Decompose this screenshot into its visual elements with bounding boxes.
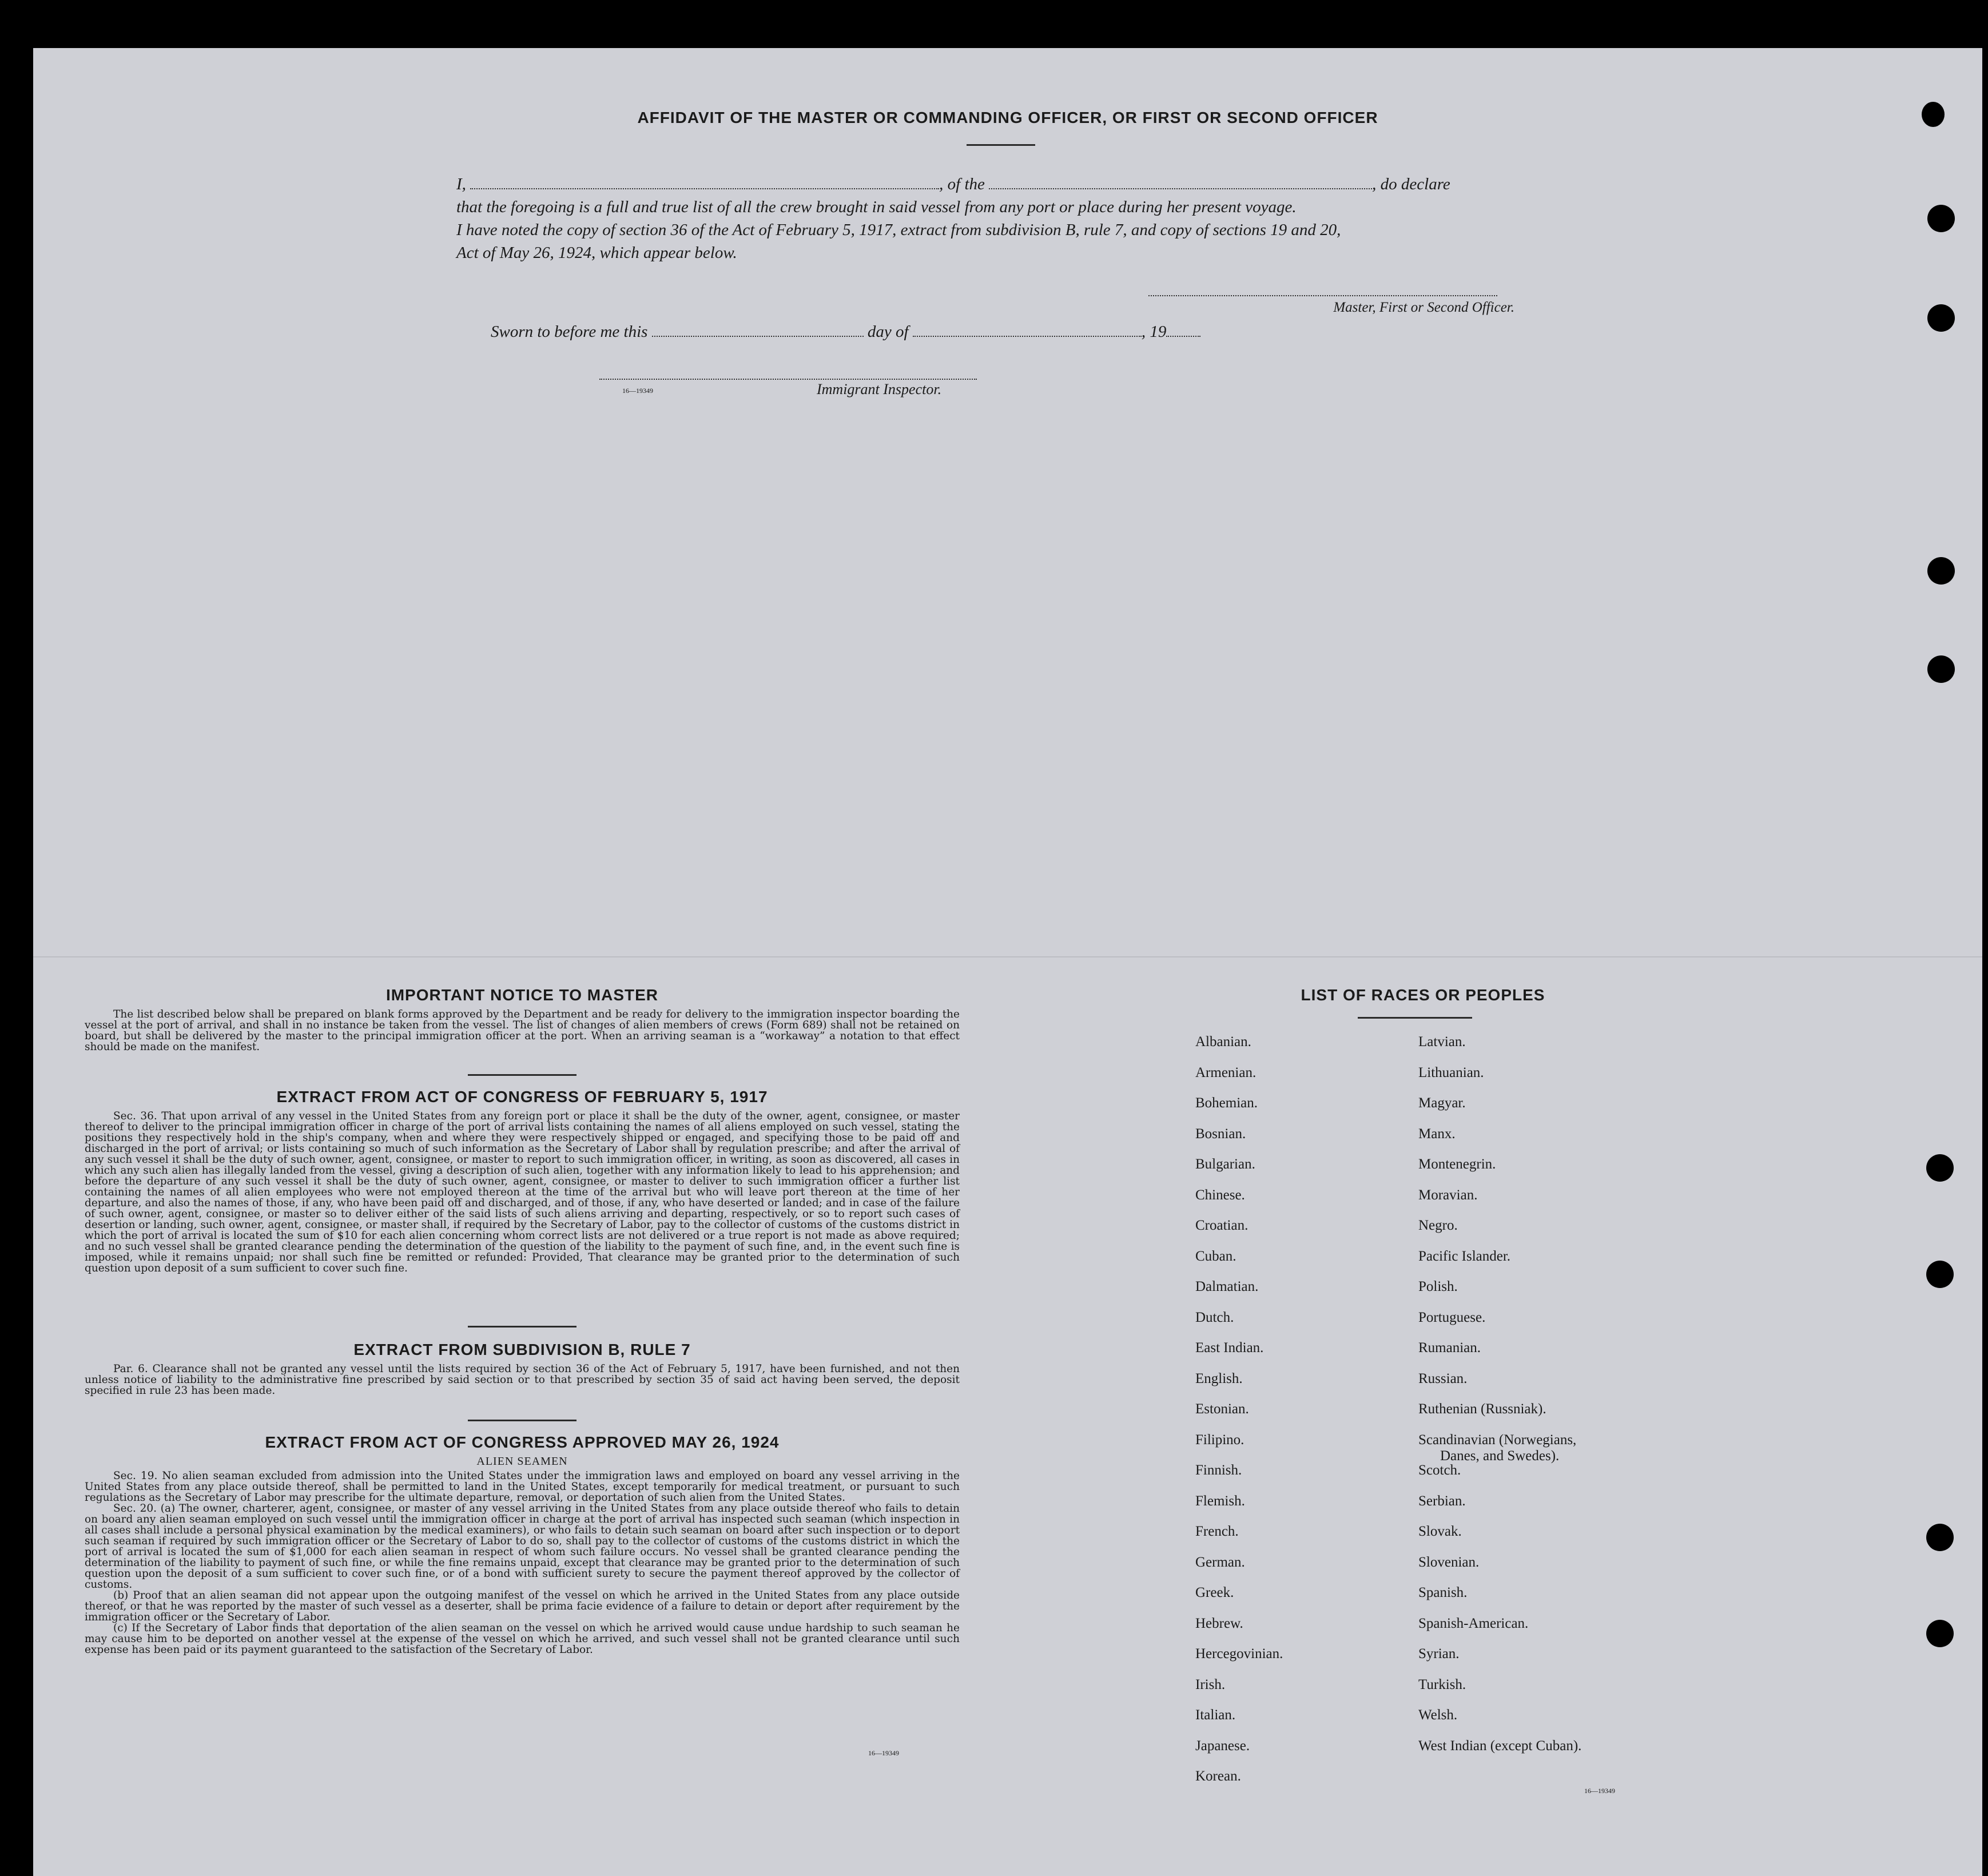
race-item: Serbian. — [1418, 1493, 1466, 1509]
day-blank — [652, 330, 864, 337]
sworn-year: , 19 — [1141, 323, 1167, 341]
form-number: 16—19349 — [1584, 1787, 1615, 1795]
race-item: Latvian. — [1418, 1034, 1466, 1050]
race-item: Danes, and Swedes). — [1440, 1448, 1560, 1464]
extract-rule7-title: EXTRACT FROM SUBDIVISION B, RULE 7 — [353, 1341, 691, 1358]
section-divider — [468, 1074, 576, 1076]
name-blank — [470, 182, 939, 189]
punch-hole — [1926, 1261, 1954, 1288]
punch-hole — [1926, 1154, 1954, 1182]
race-item: Irish. — [1195, 1676, 1226, 1692]
affidavit-line-3: I have noted the copy of section 36 of the Act of February 5, 1917, extract from subdivision B, rule 7, and copy of sections 19 and 20, — [456, 221, 1341, 239]
race-item: Albanian. — [1195, 1034, 1251, 1050]
affidavit-of-the: , of the — [939, 175, 985, 193]
punch-hole — [1927, 655, 1955, 683]
punch-hole — [1927, 304, 1955, 332]
race-item: Cuban. — [1195, 1248, 1236, 1264]
race-item: East Indian. — [1195, 1340, 1264, 1356]
section-divider — [468, 1420, 576, 1421]
document-sheet — [33, 48, 1982, 1876]
race-item: Italian. — [1195, 1707, 1236, 1723]
race-item: Manx. — [1418, 1126, 1456, 1142]
notice-section — [85, 986, 960, 1052]
form-number: 16—19349 — [868, 1749, 899, 1757]
affidavit-do-declare: , do declare — [1372, 175, 1450, 193]
affidavit-line-1 — [456, 173, 1554, 196]
affidavit-i: I, — [456, 175, 466, 193]
race-item: Polish. — [1418, 1279, 1458, 1294]
race-item: Dutch. — [1195, 1309, 1234, 1325]
race-item: Lithuanian. — [1418, 1064, 1484, 1080]
race-item: Magyar. — [1418, 1095, 1466, 1111]
race-item: Japanese. — [1195, 1738, 1250, 1754]
race-item: Bohemian. — [1195, 1095, 1258, 1111]
inspector-signature-line — [599, 379, 977, 380]
race-item: Scotch. — [1418, 1462, 1461, 1478]
race-item: Bulgarian. — [1195, 1156, 1255, 1172]
sworn-prefix: Sworn to before me this — [491, 323, 648, 341]
race-item: Russian. — [1418, 1370, 1468, 1386]
race-item: Greek. — [1195, 1585, 1234, 1600]
race-item: French. — [1195, 1524, 1239, 1539]
affidavit-rule — [967, 144, 1035, 146]
sworn-line — [491, 323, 1200, 341]
sworn-day-of: day of — [867, 323, 909, 341]
race-item: Korean. — [1195, 1768, 1241, 1784]
extract-1924-section — [85, 1433, 960, 1655]
race-item: Pacific Islander. — [1418, 1248, 1511, 1264]
race-item: Bosnian. — [1195, 1126, 1246, 1142]
race-item: Scandinavian (Norwegians, — [1418, 1432, 1577, 1448]
sec-20b-text: (b) Proof that an alien seaman did not appear upon the outgoing manifest of the vessel on which he arrived in the United States from any place outside thereof, or that he was reported by the master of such vessel as a deserter, shall be prima facie evidence of a failure to detain or deport after requirement by the immigration officer or the Secretary of Labor. — [85, 1589, 960, 1623]
race-item: Moravian. — [1418, 1187, 1478, 1203]
race-item: Croatian. — [1195, 1218, 1249, 1233]
race-item: Welsh. — [1418, 1707, 1458, 1723]
race-item: Spanish-American. — [1418, 1615, 1529, 1631]
races-rule — [1358, 1017, 1472, 1019]
section-divider — [468, 1326, 576, 1327]
races-title: LIST OF RACES OR PEOPLES — [1301, 986, 1545, 1004]
race-item: Turkish. — [1418, 1676, 1466, 1692]
race-item: Rumanian. — [1418, 1340, 1481, 1356]
extract-1917-title: EXTRACT FROM ACT OF CONGRESS OF FEBRUARY 5, 1917 — [276, 1088, 768, 1106]
punch-hole — [1927, 205, 1955, 232]
race-item: Armenian. — [1195, 1064, 1257, 1080]
race-item: West Indian (except Cuban). — [1418, 1738, 1582, 1754]
notice-text: The list described below shall be prepared on blank forms approved by the Department and be ready for delivery to the immigration inspector boarding the vessel at the port of arrival, and shall in no instance be taken from the vessel. The list of changes of alien members of crews (Form 689) shall not be retained on board, but shall be delivered by the master to the principal immigration officer at the port. When an arriving seaman is a “workaway” a notation to that effect should be made on the manifest. — [85, 1008, 960, 1053]
alien-seamen-subtitle: ALIEN SEAMEN — [476, 1455, 568, 1468]
notice-title: IMPORTANT NOTICE TO MASTER — [385, 986, 659, 1004]
race-item: Hebrew. — [1195, 1615, 1243, 1631]
sec-19-text: Sec. 19. No alien seaman excluded from admission into the United States under the immigration laws and employed on board any vessel arriving in the United States from any place outside thereof, shall be permitted to land in the United States, except temporarily for medical treatment, or pursuant to such regulations as the Secretary of Labor may prescribe for the ultimate departure, removal, or deportation of such alien from the United States. — [85, 1470, 960, 1504]
fold-line — [33, 956, 1982, 957]
race-item: Filipino. — [1195, 1432, 1245, 1448]
race-item: Spanish. — [1418, 1585, 1468, 1600]
race-item: Negro. — [1418, 1218, 1458, 1233]
extract-rule7-section — [85, 1341, 960, 1396]
race-item: Estonian. — [1195, 1401, 1249, 1417]
affidavit-line-2: that the foregoing is a full and true list of all the crew brought in said vessel from any port or place during her present voyage. — [456, 198, 1297, 216]
race-item: Ruthenian (Russniak). — [1418, 1401, 1546, 1417]
race-item: Syrian. — [1418, 1646, 1460, 1662]
race-item: English. — [1195, 1370, 1243, 1386]
race-item: German. — [1195, 1554, 1245, 1570]
extract-rule7-text: Par. 6. Clearance shall not be granted any vessel until the lists required by section 36 of the Act of February 5, 1917, have been furnished, and not then unless notice of liability to the administrative fine prescribed by said section or to that prescribed by section 35 of said act having been served, the deposit specified in rule 23 has been made. — [85, 1363, 960, 1397]
race-item: Portuguese. — [1418, 1309, 1486, 1325]
affidavit-line-4: Act of May 26, 1924, which appear below. — [456, 244, 737, 262]
race-item: Slovenian. — [1418, 1554, 1480, 1570]
affidavit-title: AFFIDAVIT OF THE MASTER OR COMMANDING OFFICER, OR FIRST OR SECOND OFFICER — [637, 109, 1378, 126]
month-blank — [913, 330, 1142, 337]
punch-hole — [1926, 1524, 1954, 1551]
form-number: 16—19349 — [622, 387, 653, 395]
race-item: Montenegrin. — [1418, 1156, 1496, 1172]
race-item: Slovak. — [1418, 1524, 1462, 1539]
race-item: Chinese. — [1195, 1187, 1245, 1203]
vessel-blank — [989, 182, 1372, 189]
punch-hole — [1926, 1620, 1954, 1647]
signature-caption: Master, First or Second Officer. — [1333, 300, 1514, 315]
year-blank — [1166, 330, 1200, 337]
punch-hole — [1927, 557, 1955, 585]
signature-line — [1148, 295, 1497, 296]
race-item: Dalmatian. — [1195, 1279, 1259, 1294]
inspector-caption: Immigrant Inspector. — [817, 381, 942, 398]
extract-1917-section — [85, 1088, 960, 1274]
sec-20a-text: Sec. 20. (a) The owner, charterer, agent, consignee, or master of any vessel arriving in the United States from any place outside thereof who fails to detain on board any alien seaman employed on such vessel until the immigration officer in charge at the port of arrival has inspected such seaman (which inspection in all cases shall include a personal physical examination by the medical examiners), or who fails to detain such seaman on board after such inspection or to deport such seaman if required by such immigration officer or the Secretary of Labor to do so, shall pay to the collector of customs of the customs district in which the port of arrival is located the sum of $1,000 for each alien seaman in respect of whom such failure occurs. No vessel shall be granted clearance pending the determination of the liability to payment of such fine, or while the fine remains unpaid, except that clearance may be granted prior to the determination of such question upon the deposit of a sum sufficient to cover such fine, or of a bond with sufficient surety to secure the payment thereof approved by the collector of customs. — [85, 1503, 960, 1591]
extract-1917-text: Sec. 36. That upon arrival of any vessel in the United States from any foreign port or place it shall be the duty of the owner, agent, consignee, or master thereof to deliver to the principal immigration officer in charge of the port of arrival lists containing the names of all aliens employed on such vessel, stating the positions they respectively hold in the ship's company, when and where they were respectively shipped or engaged, and specifying those to be paid off and discharged in the port of arrival; or lists containing so much of such information as the Secretary of Labor shall by regulation prescribe; and after the arrival of any such vessel it shall be the duty of such owner, agent, consignee, or master to report to such immigration officer, in writing, as soon as discovered, all cases in which any such alien has illegally landed from the vessel, giving a description of such alien, together with any information likely to lead to his apprehension; and before the departure of any such vessel it shall be the duty of such owner, agent, consignee, or master to deliver to such immigration officer a further list containing the names of all alien employees who were not employed thereon at the time of the arrival but who will leave port thereon at the time of her departure, and also the names of those, if any, who have been paid off and discharged, and of those, if any, who have deserted or landed; and in case of the failure of such owner, agent, consignee, or master so to deliver either of the said lists of such aliens arriving and departing, respectively, or so to report such cases of desertion or landing, such owner, agent, consignee, or master shall, if required by the Secretary of Labor, pay to the collector of customs of the customs district in which the port of arrival is located the sum of $10 for each alien concerning whom correct lists are not delivered or a true report is not made as above required; and no such vessel shall be granted clearance pending the determination of the question of the liability to the payment of such fine, and, in the event such fine is imposed, while it remains unpaid; nor shall such fine be remitted or refunded: Provided, That clearance may be granted prior to the determination of such question upon deposit of a sum sufficient to cover such fine. — [85, 1110, 960, 1274]
race-item: Finnish. — [1195, 1462, 1242, 1478]
sec-20c-text: (c) If the Secretary of Labor finds that deportation of the alien seaman on the vessel on which he arrived would cause undue hardship to such seaman he may cause him to be deported on another vessel at the expense of the vessel on which he arrived, and such vessel shall not be granted clearance until such expense has been paid or its payment guaranteed to the satisfaction of the Secretary of Labor. — [85, 1622, 960, 1656]
extract-1924-title: EXTRACT FROM ACT OF CONGRESS APPROVED MAY 26, 1924 — [265, 1433, 780, 1451]
race-item: Hercegovinian. — [1195, 1646, 1283, 1662]
race-item: Flemish. — [1195, 1493, 1245, 1509]
